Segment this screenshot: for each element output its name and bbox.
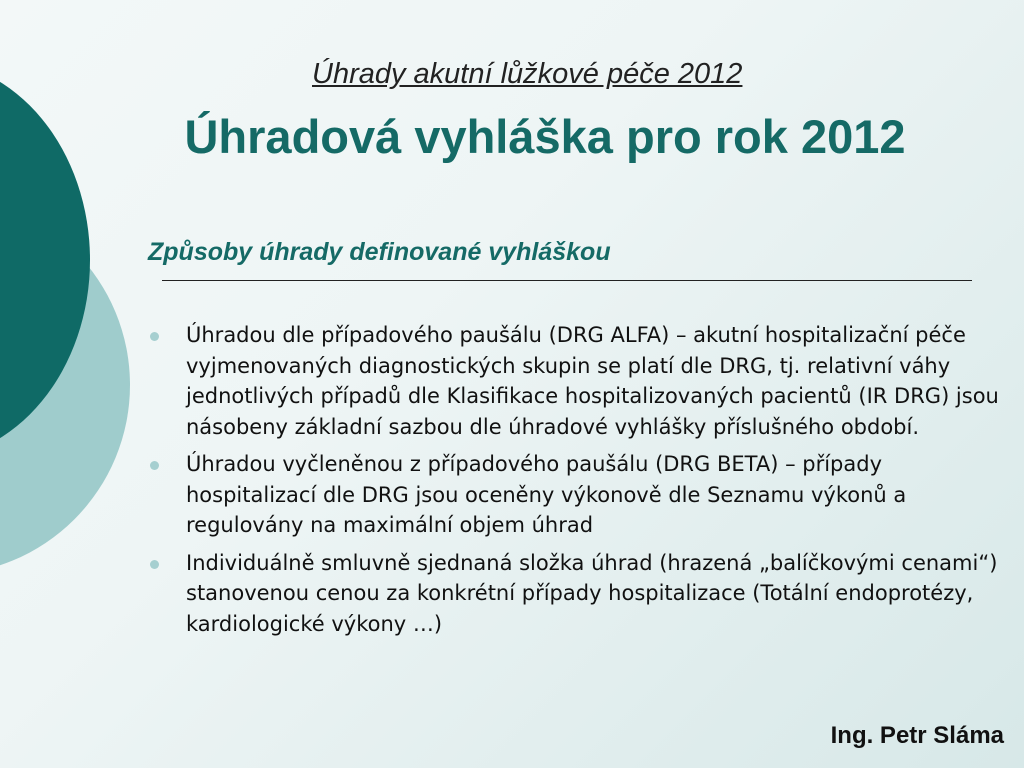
bullet-item: [148, 449, 1018, 541]
author-name: Ing. Petr Sláma: [830, 722, 1004, 749]
slide-title: Úhradová vyhláška pro rok 2012: [184, 110, 906, 163]
bullet-list: [148, 320, 1018, 646]
slide-subtitle: Způsoby úhrady definované vyhláškou: [148, 238, 611, 266]
bullet-text: Úhradou vyčleněnou z případového paušálu (DRG BETA) – případy hospitalizací dle DRG jsou oceněny výkonově dle Seznamu výkonů a regulovány na maximální objem úhrad: [186, 452, 907, 537]
bullet-item: [148, 320, 1018, 442]
bullet-item: [148, 548, 1018, 640]
bullet-text: Úhradou dle případového paušálu (DRG ALFA) – akutní hospitalizační péče vyjmenovaných diagnostických skupin se platí dle DRG, tj. relativní váhy jednotlivých případů dle Klasifikace hospitalizovaných pacientů (IR DRG) jsou násobeny základní sazbou dle úhradové vyhlášky příslušného období.: [186, 323, 999, 439]
divider: [162, 280, 972, 281]
bullet-icon: [150, 332, 159, 341]
slide-kicker: Úhrady akutní lůžkové péče 2012: [312, 58, 743, 90]
bullet-text: Individuálně smluvně sjednaná složka úhrad (hrazená „balíčkovými cenami“) stanovenou cenou za konkrétní případy hospitalizace (Totální endoprotézy, kardiologické výkony …): [186, 550, 998, 636]
bullet-icon: [150, 461, 159, 470]
bullet-icon: [150, 560, 159, 569]
